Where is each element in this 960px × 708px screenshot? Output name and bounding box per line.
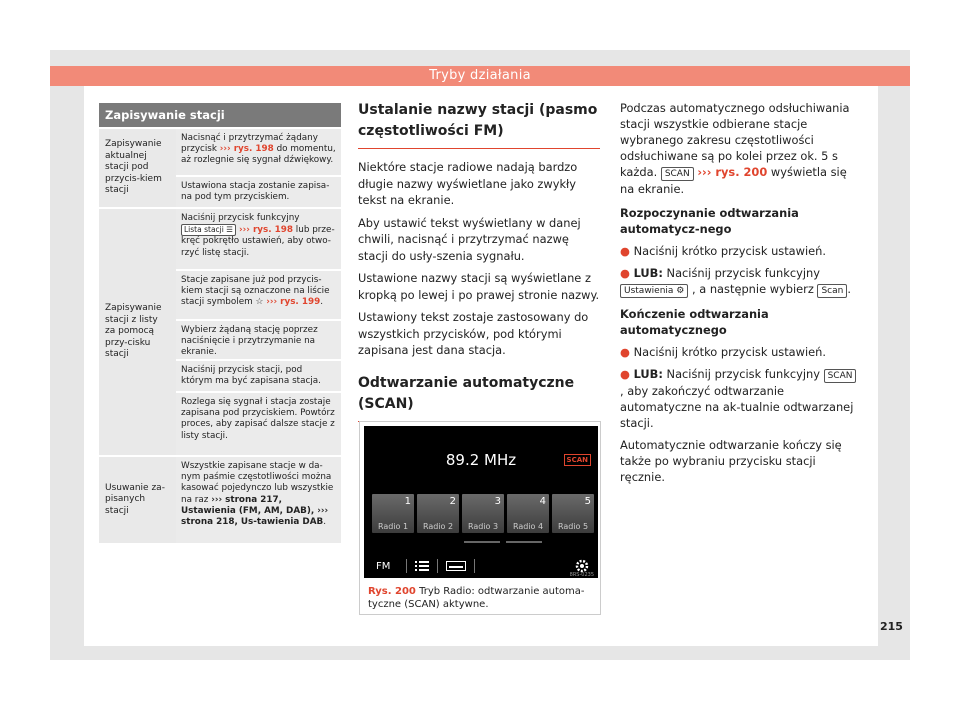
divider — [474, 559, 475, 573]
figure-ref[interactable]: ››› rys. 200 — [697, 165, 768, 179]
station-list-key: Lista stacji ☰ — [181, 224, 236, 236]
table-cell — [176, 269, 341, 319]
scan-key: SCAN — [824, 369, 857, 383]
preset-number: 1 — [404, 496, 411, 507]
cell-text: do momentu, aż rozlegnie się sygnał dźwiękowy. — [181, 144, 336, 166]
text: wyświetla się na ekranie. — [620, 165, 847, 196]
table-cell — [176, 359, 341, 391]
scan-key: SCAN — [661, 167, 694, 181]
cell-text: Wybierz żądaną stację poprzez naciśnięcie i przytrzymanie na ekranie. — [181, 325, 318, 358]
heading-rule — [358, 148, 600, 149]
bottom-bar — [364, 554, 598, 578]
page-header — [50, 66, 910, 86]
paragraph: Ustawione nazwy stacji są wyświetlane z kropką po lewej i po prawej stronie nazwy. — [358, 271, 600, 302]
caption-ref: Rys. 200 — [368, 586, 416, 597]
text: Naciśnij przycisk funkcyjny — [666, 266, 820, 280]
settings-key: Ustawienia ⚙ — [620, 284, 688, 298]
cell-text: Nacisnąć i przytrzymać żądany przycisk — [181, 133, 318, 155]
table-cell — [176, 319, 341, 359]
preset-name: Radio 2 — [422, 522, 454, 531]
preset-button[interactable] — [552, 494, 594, 533]
frequency-display: 89.2 MHz — [445, 451, 517, 469]
list-item: ● Naciśnij krótko przycisk ustawień. — [620, 244, 826, 258]
list-icon[interactable] — [415, 560, 429, 572]
or-label: LUB: — [633, 266, 663, 280]
text: . — [847, 282, 851, 296]
cell-text: Naciśnij przycisk stacji, pod którym ma być zapisana stacja. — [181, 365, 321, 387]
text: , aby zakończyć odtwarzanie automatyczne na ak-tualnie odtwarzanej stacji. — [620, 384, 854, 430]
preset-number: 2 — [449, 496, 456, 507]
preset-name: Radio 4 — [512, 522, 544, 531]
caption-text: Tryb Radio: odtwarzanie automa-tyczne (SCAN) aktywne. — [368, 586, 585, 610]
table-section — [99, 127, 341, 207]
section-label: Usuwanie za-pisanych stacji — [99, 457, 176, 543]
preset-name: Radio 5 — [557, 522, 589, 531]
cell-text: . — [323, 517, 327, 528]
figure-ref[interactable]: ››› rys. 198 — [219, 144, 274, 155]
table-cell — [176, 457, 341, 543]
divider — [406, 559, 407, 573]
page-title: Tryby działania — [429, 68, 531, 83]
preset-name: Radio 1 — [377, 522, 409, 531]
scan-indicator: SCAN — [564, 454, 591, 466]
storing-stations-table — [99, 103, 341, 545]
preset-number: 3 — [494, 496, 501, 507]
table-section — [99, 207, 341, 455]
table-cell — [176, 129, 341, 175]
paragraph — [620, 100, 860, 197]
preset-button[interactable] — [507, 494, 549, 533]
radio-screen — [364, 426, 598, 578]
preset-button[interactable] — [417, 494, 459, 533]
paragraph: Niektóre stacje radiowe nadają bardzo długie nazwy wyświetlane jako zwykły tekst na ekranie. — [358, 160, 578, 207]
preset-number: 4 — [539, 496, 546, 507]
band-label[interactable]: FM — [376, 560, 391, 572]
figure-ref[interactable]: ››› rys. 198 — [235, 225, 294, 236]
preset-button[interactable] — [372, 494, 414, 533]
preset-number: 5 — [584, 496, 591, 507]
table-cell — [176, 175, 341, 207]
figure-ref[interactable]: ››› rys. 199 — [266, 297, 321, 308]
section-heading: Ustalanie nazwy stacji (pasmo częstotliwości FM) — [358, 102, 598, 139]
text: Naciśnij krótko przycisk ustawień. — [633, 345, 826, 359]
text: Naciśnij przycisk funkcyjny — [666, 367, 820, 381]
section-heading: Odtwarzanie automatyczne (SCAN) — [358, 374, 575, 412]
list-item: ● LUB: Naciśnij przycisk funkcyjny SCAN, aby zakończyć odtwarzanie automatyczne na ak-tualnie odtwarzanej stacji. — [620, 366, 860, 431]
cell-text: Ustawiona stacja zostanie zapisa-na pod tym przyciskiem. — [181, 180, 330, 202]
table-section — [99, 455, 341, 543]
table-title: Zapisywanie stacji — [99, 103, 341, 127]
or-label: LUB: — [633, 367, 663, 381]
cell-text: Wszystkie zapisane stacje w da-nym paśmie częstotliwości można kasować pojedynczo lub wszystkie na raz — [181, 461, 334, 505]
page-ref[interactable]: ››› strona 217, Ustawienia (FM, AM, DAB), ››› strona 218, Us-tawienia DAB — [181, 494, 329, 528]
radio-figure — [359, 421, 601, 615]
paragraph: Ustawiony tekst zostaje zastosowany do wszystkich przycisków, pod którymi zapisana jest dana stacja. — [358, 310, 589, 357]
middle-column — [358, 100, 600, 432]
list-item: ● LUB: Naciśnij przycisk funkcyjny Ustawienia ⚙ , a następnie wybierz Scan . — [620, 266, 851, 296]
list-item: ● Naciśnij krótko przycisk ustawień. — [620, 345, 826, 359]
paragraph: Aby ustawić tekst wyświetlany w danej chwili, nacisnąć i przytrzymać nazwę stacji do usły-szenia sygnału. — [358, 215, 581, 263]
cell-text: Rozlega się sygnał i stacja zostaje zapisana pod przyciskiem. Powtórz proces, aby zapisać dalsze stacje z listy stacji. — [181, 397, 335, 441]
paragraph: Automatycznie odtwarzanie kończy się także po wybraniu przycisku stacji ręcznie. — [620, 438, 842, 484]
subheading: Kończenie odtwarzania automatycznego — [620, 307, 769, 337]
section-label: Zapisywanie aktualnej stacji pod przycis-kiem stacji — [99, 129, 176, 207]
preset-indicators — [464, 541, 542, 543]
preset-row — [372, 494, 597, 533]
cell-text: Stacje zapisane już pod przycis-kiem stacji są oznaczone na liście stacji symbolem ☆ — [181, 275, 330, 308]
cell-text: Naciśnij przycisk funkcyjny — [181, 213, 300, 223]
text: , a następnie wybierz — [692, 282, 814, 296]
right-column — [620, 100, 860, 491]
divider — [437, 559, 438, 573]
cell-text: lub prze-kręć pokrętło ustawień, aby otwo-rzyć listę stacji. — [181, 225, 335, 258]
table-cell — [176, 209, 341, 269]
text: Naciśnij krótko przycisk ustawień. — [633, 244, 826, 258]
subheading: Rozpoczynanie odtwarzania automatycz-nego — [620, 206, 799, 236]
page-number: 215 — [880, 620, 903, 633]
cell-text: . — [320, 297, 323, 308]
section-label: Zapisywanie stacji z listy za pomocą przy-cisku stacji — [99, 209, 176, 455]
text: Podczas automatycznego odsłuchiwania stacji wszystkie odbierane stacje wybranego zakresu częstotliwości odsłuchiwane są po kolei przez ok. 5 s każda. — [620, 101, 850, 179]
preset-name: Radio 3 — [467, 522, 499, 531]
table-cell — [176, 391, 341, 455]
figure-code: 8RS-0235 — [569, 572, 594, 578]
scan-option-key: Scan — [817, 284, 847, 298]
preset-button[interactable] — [462, 494, 504, 533]
figure-caption — [368, 585, 594, 611]
station-bar-icon[interactable] — [446, 561, 466, 571]
